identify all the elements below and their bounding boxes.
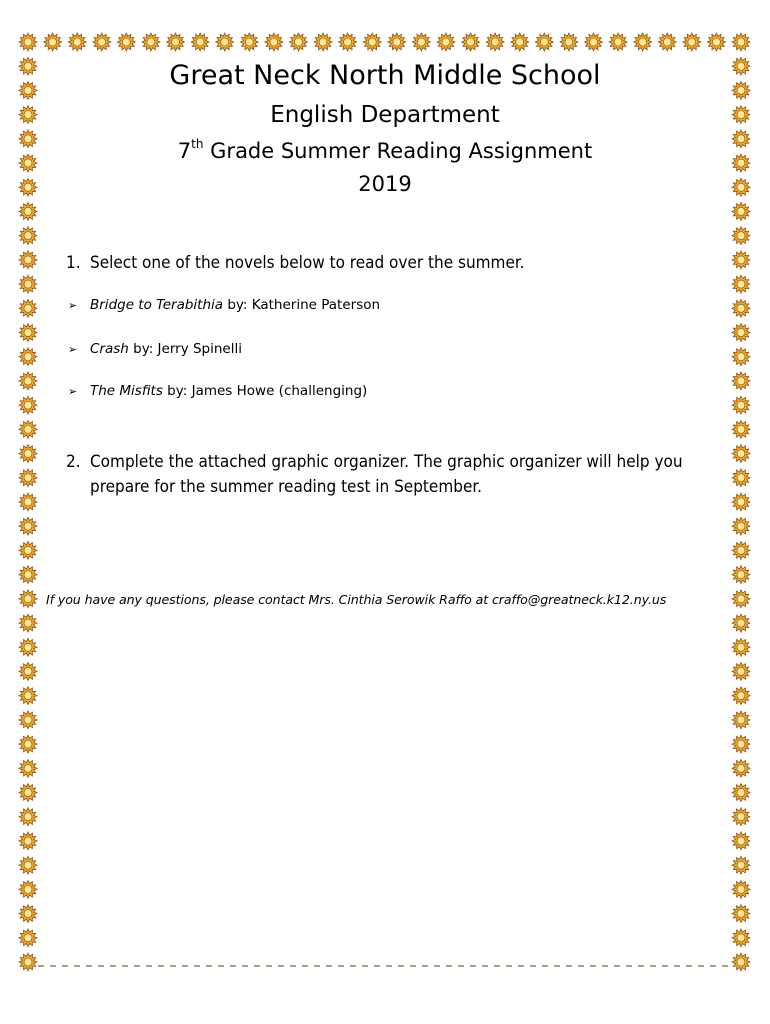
assignment-title-text: Grade Summer Reading Assignment (210, 139, 593, 163)
instruction-step (66, 251, 716, 276)
step-text: Complete the attached graphic organizer. The graphic organizer will help you prepare for the summer reading test in September. (90, 452, 683, 497)
step-number: 1. (66, 253, 81, 273)
novel-title: The Misfits (90, 383, 163, 399)
arrow-bullet-icon: ➢ (68, 343, 78, 356)
arrow-bullet-icon: ➢ (68, 299, 78, 312)
arrow-bullet-icon: ➢ (68, 385, 78, 398)
school-name: Great Neck North Middle School (169, 60, 601, 91)
novel-title: Bridge to Terabithia (90, 297, 224, 313)
novel-author: by: Katherine Paterson (223, 297, 381, 313)
novel-title: Crash (90, 341, 129, 357)
novel-author: by: James Howe (challenging) (162, 383, 368, 399)
grade-suffix: th (191, 137, 204, 151)
contact-note: If you have any questions, please contact Mrs. Cinthia Serowik Raffo at craffo@greatneck.k12.ny.us (46, 592, 667, 607)
novel-list-item (68, 297, 380, 313)
instruction-step (66, 450, 716, 500)
department-name: English Department (270, 102, 500, 128)
novel-list-item (68, 341, 242, 357)
step-text: Select one of the novels below to read over the summer. (90, 253, 525, 273)
novel-author: by: Jerry Spinelli (128, 341, 242, 357)
novel-list-item (68, 383, 367, 399)
grade-number: 7 (177, 139, 192, 163)
assignment-year: 2019 (358, 172, 412, 196)
step-number: 2. (66, 452, 81, 472)
assignment-title (0, 139, 770, 163)
